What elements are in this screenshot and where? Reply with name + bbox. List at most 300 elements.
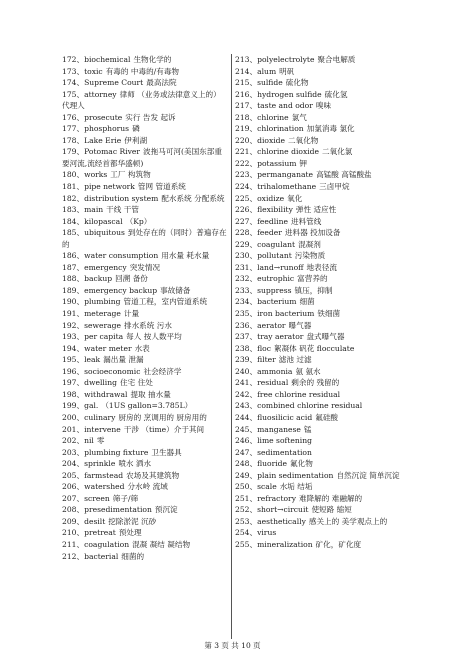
vocab-entry [235, 169, 411, 181]
entry-number: 214、 [235, 66, 258, 76]
entry-term: intervene [84, 424, 121, 434]
entry-number: 223、 [235, 170, 258, 180]
entry-number: 226、 [235, 205, 258, 215]
entry-translation: 回溯 备份 [115, 274, 148, 284]
entry-term: toxic [84, 66, 103, 76]
entry-term: socioeconomic [84, 366, 141, 376]
entry-term: filter [257, 355, 276, 365]
entry-term: trihalomethane [257, 182, 317, 192]
entry-number: 234、 [235, 297, 258, 307]
entry-number: 184、 [62, 216, 85, 226]
entry-number: 232、 [235, 274, 258, 284]
vocab-entry [235, 273, 411, 285]
vocab-entry [235, 77, 411, 89]
entry-term: distribution system [84, 193, 159, 203]
entry-term: kilopascal [84, 216, 123, 226]
vocab-entry [62, 123, 228, 135]
entry-term: farmstead [84, 470, 124, 480]
entry-number: 221、 [235, 147, 258, 157]
vocab-entry [235, 262, 411, 274]
vocab-entry [62, 424, 228, 436]
entry-number: 238、 [235, 343, 258, 353]
entry-number: 188、 [62, 274, 85, 284]
vocab-entry [235, 181, 411, 193]
vocab-entry [62, 169, 228, 181]
entry-translation: 加氯消毒 氯化 [306, 124, 355, 134]
entry-number: 205、 [62, 470, 85, 480]
entry-translation: 有毒的 中毒的/有毒物 [105, 66, 180, 76]
left-column [62, 54, 228, 562]
entry-term: manganese [257, 424, 301, 434]
entry-number: 225、 [235, 193, 258, 203]
vocab-entry [235, 366, 411, 378]
entry-term: free chlorine residual [257, 389, 341, 399]
entry-number: 174、 [62, 78, 85, 88]
entry-term: suppress [257, 285, 292, 295]
vocab-entry [235, 250, 411, 262]
vocab-entry [62, 504, 228, 516]
vocab-entry [62, 331, 228, 343]
entry-translation: 卫生器具 [151, 447, 182, 457]
vocab-entry [62, 447, 228, 459]
entry-translation: 预沉淀 [154, 505, 178, 515]
entry-translation: 硫化氢 [324, 89, 348, 99]
entry-number: 227、 [235, 216, 258, 226]
entry-number: 175、 [62, 89, 85, 99]
entry-term: ubiquitous [84, 228, 125, 238]
entry-term: taste and odor [257, 101, 313, 111]
entry-term: biochemical [84, 55, 131, 64]
entry-number: 236、 [235, 320, 258, 330]
entry-number: 172、 [62, 55, 85, 64]
entry-term: alum [257, 66, 277, 76]
entry-term: plumbing fixture [84, 447, 149, 457]
entry-number: 253、 [235, 516, 258, 526]
vocab-entry [235, 112, 411, 124]
entry-term: emergency backup [84, 285, 158, 295]
entry-translation: 喷水 洒水 [118, 459, 152, 469]
entry-translation: 氟硅酸 [315, 412, 339, 422]
vocab-entry [235, 354, 411, 366]
vocab-entry [62, 112, 228, 124]
entry-translation: 律师 （业务或法律意义上的）代理人 [62, 89, 221, 111]
entry-term: Potomac River [84, 147, 141, 157]
entry-term: chlorine dioxide [257, 147, 320, 157]
entry-number: 211、 [62, 539, 85, 549]
entry-number: 210、 [62, 528, 85, 538]
entry-number: 228、 [235, 228, 258, 238]
entry-number: 203、 [62, 447, 85, 457]
entry-translation: 分水岭 流域 [127, 482, 168, 492]
entry-translation: 突发情况 [129, 262, 161, 272]
entry-term: scale [257, 482, 277, 492]
entry-number: 194、 [62, 343, 85, 353]
entry-number: 185、 [62, 228, 85, 238]
entry-number: 197、 [62, 378, 85, 388]
entry-translation: 挖除淤泥 沉砂 [108, 516, 157, 526]
entry-term: water consumption [84, 251, 159, 261]
entry-term: feedline [257, 216, 288, 226]
entry-number: 190、 [62, 297, 85, 307]
entry-term: desilt [84, 516, 106, 526]
entry-term: oxidize [257, 193, 285, 203]
entry-term: residual [257, 378, 289, 388]
entry-term: eutrophic [257, 274, 295, 284]
entry-number: 219、 [235, 124, 258, 134]
entry-translation: 配水系统 分配系统 [161, 193, 225, 203]
entry-translation: 干涉 （time）介于其间 [123, 424, 205, 434]
entry-translation: 镇压，抑制 [294, 285, 333, 295]
entry-translation: 最高法院 [146, 78, 177, 88]
entry-term: floc [257, 343, 271, 353]
entry-number: 178、 [62, 135, 85, 145]
entry-number: 216、 [235, 89, 258, 99]
vocab-entry [62, 216, 228, 228]
entry-translation: 细菌 [299, 297, 315, 307]
entry-translation: 三卤甲烷 [319, 182, 350, 192]
entry-term: backup [84, 274, 113, 284]
entry-term: attorney [84, 89, 117, 99]
vocab-entry [235, 204, 411, 216]
entry-number: 204、 [62, 459, 85, 469]
entry-translation: 嗅味 [315, 101, 332, 111]
entry-number: 193、 [62, 332, 85, 342]
entry-number: 230、 [235, 251, 258, 261]
entry-term: main [84, 205, 104, 215]
entry-term: bacterium [257, 297, 297, 307]
entry-term: watershed [84, 482, 125, 492]
entry-number: 251、 [235, 493, 258, 503]
entry-translation: 细菌的 [121, 551, 145, 561]
entry-term: screen [84, 493, 110, 503]
vocab-entry [62, 204, 228, 216]
entry-translation: 聚合电解质 [317, 55, 356, 64]
entry-translation: 高锰酸 高锰酸盐 [316, 170, 372, 180]
entry-number: 208、 [62, 505, 85, 515]
entry-translation: 管道工程，室内管道系统 [123, 297, 208, 307]
entry-translation: 氯气 [291, 112, 307, 122]
entry-translation: 计量 [123, 309, 140, 319]
vocab-entry [62, 181, 228, 193]
entry-translation: 氧化 [287, 193, 303, 203]
entry-number: 182、 [62, 193, 85, 203]
entry-translation: 实行 告发 起诉 [125, 112, 176, 122]
entry-term: gal. [84, 401, 99, 411]
entry-translation: 漏出量 泄漏 [103, 355, 144, 365]
entry-number: 183、 [62, 205, 85, 215]
entry-term: culinary [84, 412, 116, 422]
entry-translation: 自然沉淀 简单沉淀 [336, 470, 400, 480]
vocab-entry [235, 424, 411, 436]
entry-number: 233、 [235, 285, 258, 295]
entry-translation: 铁细菌 [317, 309, 341, 319]
entry-term: ammonia [257, 366, 293, 376]
entry-translation: 二氧化物 [288, 135, 319, 145]
entry-translation: 剩余的 残留的 [291, 378, 340, 388]
entry-translation: 预处理 [118, 528, 142, 538]
vocab-entry [235, 158, 411, 170]
vocab-entry [235, 470, 411, 482]
entry-term: Supreme Court [84, 78, 144, 88]
vocab-entry [235, 435, 411, 447]
vocab-entry [62, 412, 228, 424]
entry-term: feeder [257, 228, 282, 238]
entry-term: phosphorus [84, 124, 130, 134]
entry-translation: 弹性 适应性 [295, 205, 337, 215]
entry-translation: 零 [96, 436, 105, 446]
vocab-entry [62, 389, 228, 401]
entry-term: chlorine [257, 112, 289, 122]
entry-translation: 难降解的 难融解的 [298, 493, 363, 503]
vocab-entry [62, 400, 228, 412]
entry-term: dwelling [84, 378, 117, 388]
vocab-entry [235, 193, 411, 205]
entry-number: 195、 [62, 355, 85, 365]
entry-number: 245、 [235, 424, 258, 434]
vocab-entry [62, 320, 228, 332]
entry-term: fluoride [257, 459, 288, 469]
entry-term: iron bacterium [257, 309, 315, 319]
entry-number: 177、 [62, 124, 85, 134]
vocab-entry [235, 493, 411, 505]
entry-translation: 提取 抽水量 [130, 389, 171, 399]
vocab-entry [62, 481, 228, 493]
entry-translation: 干线 干管 [106, 205, 139, 215]
entry-translation: 滤池 过滤 [278, 355, 312, 365]
entry-translation: 曝气器 [288, 320, 312, 330]
vocab-entry [62, 66, 228, 78]
entry-translation: 二氧化氯 [322, 147, 353, 157]
entry-number: 186、 [62, 251, 85, 261]
entry-number: 189、 [62, 285, 85, 295]
entry-term: lime softening [257, 436, 312, 446]
vocab-entry [62, 227, 228, 250]
entry-number: 247、 [235, 447, 258, 457]
entry-number: 220、 [235, 135, 258, 145]
vocab-entry [235, 285, 411, 297]
vocab-entry [62, 146, 228, 169]
entry-number: 246、 [235, 436, 258, 446]
entry-term: pretreat [84, 528, 116, 538]
vocab-entry [235, 239, 411, 251]
entry-translation: （1US gallon=3.785L） [101, 401, 193, 411]
entry-translation: 伊利湖 [124, 135, 148, 145]
vocab-entry [235, 377, 411, 389]
entry-translation: 氨 氨水 [295, 366, 321, 376]
entry-translation: 钾 [299, 158, 308, 168]
entry-term: sedimentation [257, 447, 312, 457]
entry-translation: （Kp） [125, 216, 152, 226]
vocab-entry [62, 250, 228, 262]
entry-number: 254、 [235, 528, 258, 538]
vocab-entry [235, 481, 411, 493]
vocab-entry [62, 470, 228, 482]
entry-number: 176、 [62, 112, 85, 122]
vocab-entry [235, 516, 411, 528]
vocab-entry [235, 296, 411, 308]
entry-number: 244、 [235, 412, 258, 422]
entry-term: pipe network [84, 182, 135, 192]
entry-translation: 感关上的 美学观点上的 [308, 516, 388, 526]
vocab-entry [235, 320, 411, 332]
vocab-entry [62, 366, 228, 378]
vocab-entry [62, 262, 228, 274]
entry-term: pollutant [257, 251, 292, 261]
entry-translation: 锰 [303, 424, 312, 434]
vocab-entry [235, 123, 411, 135]
vocab-entry [235, 135, 411, 147]
vocab-entry [62, 354, 228, 366]
entry-translation: 排水系统 污水 [124, 320, 172, 330]
entry-term: coagulation [84, 539, 130, 549]
vocab-entry [62, 539, 228, 551]
entry-term: per capita [84, 332, 124, 342]
vocab-entry [62, 296, 228, 308]
vocab-entry [235, 331, 411, 343]
vocab-entry [62, 54, 228, 66]
entry-number: 213、 [235, 55, 258, 64]
entry-number: 218、 [235, 112, 258, 122]
entry-translation: 混凝剂 [298, 239, 321, 249]
entry-number: 202、 [62, 436, 85, 446]
entry-translation: 氟化物 [290, 459, 313, 469]
entry-term: prosecute [84, 112, 123, 122]
entry-translation: 硫化物 [285, 78, 309, 88]
entry-translation: 混凝 凝结 凝结物 [132, 539, 191, 549]
entry-term: dioxide [257, 135, 286, 145]
entry-translation: 矿化，矿化度 [315, 539, 362, 549]
vocab-entry [235, 146, 411, 158]
entry-number: 229、 [235, 239, 258, 249]
entry-term: meterage [84, 309, 121, 319]
entry-number: 237、 [235, 332, 258, 342]
entry-translation: 厨房的 烹调用的 厨房用的 [118, 412, 207, 422]
entry-term: hydrogen sulfide [257, 89, 322, 99]
entry-number: 181、 [62, 182, 85, 192]
vocab-entry [235, 308, 411, 320]
entry-number: 191、 [62, 309, 85, 319]
vocab-entry [62, 493, 228, 505]
entry-translation: 盘式曝气器 [306, 332, 345, 342]
entry-number: 240、 [235, 366, 258, 376]
entry-translation: 生物化学的 [133, 55, 172, 64]
entry-number: 243、 [235, 401, 258, 411]
vocab-entry [235, 100, 411, 112]
entry-term: fluosilicic acid [257, 412, 313, 422]
entry-term: chlorination [257, 124, 304, 134]
vocab-entry [62, 273, 228, 285]
vocab-entry [62, 516, 228, 528]
vocab-entry [235, 527, 411, 539]
entry-translation: 住宅 住处 [120, 378, 153, 388]
entry-translation: 每人 按人数平均 [126, 332, 182, 342]
entry-number: 239、 [235, 355, 258, 365]
entry-translation: 磷 [132, 124, 140, 134]
entry-translation: 社会经济学 [143, 366, 182, 376]
entry-term: potassium [257, 158, 297, 168]
entry-translation: 用水量 耗水量 [161, 251, 210, 261]
entry-term: plumbing [84, 297, 121, 307]
entry-term: water meter [84, 343, 132, 353]
entry-term: short→circuit [257, 505, 309, 515]
entry-number: 241、 [235, 378, 258, 388]
entry-number: 201、 [62, 424, 85, 434]
entry-number: 255、 [235, 539, 258, 549]
entry-translation: 明矾 [279, 66, 295, 76]
entry-number: 207、 [62, 493, 85, 503]
vocab-entry [235, 66, 411, 78]
entry-translation: 絮凝体 矾花 flocculate [273, 343, 355, 353]
entry-term: presedimentation [84, 505, 152, 515]
entry-number: 200、 [62, 412, 85, 422]
entry-term: works [84, 170, 108, 180]
entry-number: 198、 [62, 389, 85, 399]
entry-translation: 使短路 缩短 [311, 505, 352, 515]
column-divider [231, 54, 232, 639]
entry-term: sulfide [257, 78, 283, 88]
entry-translation: 筛子/筛 [112, 493, 139, 503]
entry-term: land→runoff [257, 262, 304, 272]
entry-term: emergency [84, 262, 127, 272]
entry-translation: 事故储备 [160, 285, 191, 295]
entry-number: 180、 [62, 170, 85, 180]
vocab-entry [235, 447, 411, 459]
entry-term: permanganate [257, 170, 314, 180]
entry-term: combined chlorine residual [257, 401, 363, 411]
entry-term: plain sedimentation [257, 470, 334, 480]
entry-number: 199、 [62, 401, 85, 411]
entry-number: 196、 [62, 366, 85, 376]
vocab-entry [235, 504, 411, 516]
entry-term: mineralization [257, 539, 313, 549]
entry-translation: 到处存在的（同时）普遍存在的 [62, 228, 227, 249]
entry-translation: 地表径流 [306, 262, 337, 272]
entry-translation: 进料器 投加设备 [284, 228, 341, 238]
vocab-entry [62, 377, 228, 389]
vocab-entry [235, 216, 411, 228]
entry-term: nil [84, 436, 94, 446]
entry-term: refractory [257, 493, 296, 503]
entry-translation: 进料管线 [291, 216, 322, 226]
vocab-entry [62, 77, 228, 89]
entry-number: 224、 [235, 182, 258, 192]
vocab-entry [62, 435, 228, 447]
vocab-entry [62, 285, 228, 297]
entry-translation: 富营养的 [297, 274, 328, 284]
vocab-entry [235, 343, 411, 355]
entry-number: 206、 [62, 482, 85, 492]
entry-number: 192、 [62, 320, 85, 330]
entry-translation: 管网 管道系统 [137, 182, 186, 192]
entry-number: 212、 [62, 551, 85, 561]
entry-term: bacterial [84, 551, 119, 561]
entry-number: 252、 [235, 505, 258, 515]
page-footer: 第 3 页 共 10 页 [204, 641, 261, 650]
entry-number: 248、 [235, 459, 258, 469]
entry-number: 222、 [235, 158, 258, 168]
vocab-entry [62, 551, 228, 563]
entry-term: aesthetically [257, 516, 306, 526]
entry-translation: 水垢 结垢 [279, 482, 313, 492]
entry-number: 242、 [235, 389, 258, 399]
vocab-entry [235, 458, 411, 470]
entry-term: leak [84, 355, 101, 365]
entry-term: sprinkle [84, 459, 116, 469]
entry-number: 209、 [62, 516, 85, 526]
entry-number: 235、 [235, 309, 258, 319]
vocab-entry [235, 227, 411, 239]
vocab-entry [62, 89, 228, 112]
